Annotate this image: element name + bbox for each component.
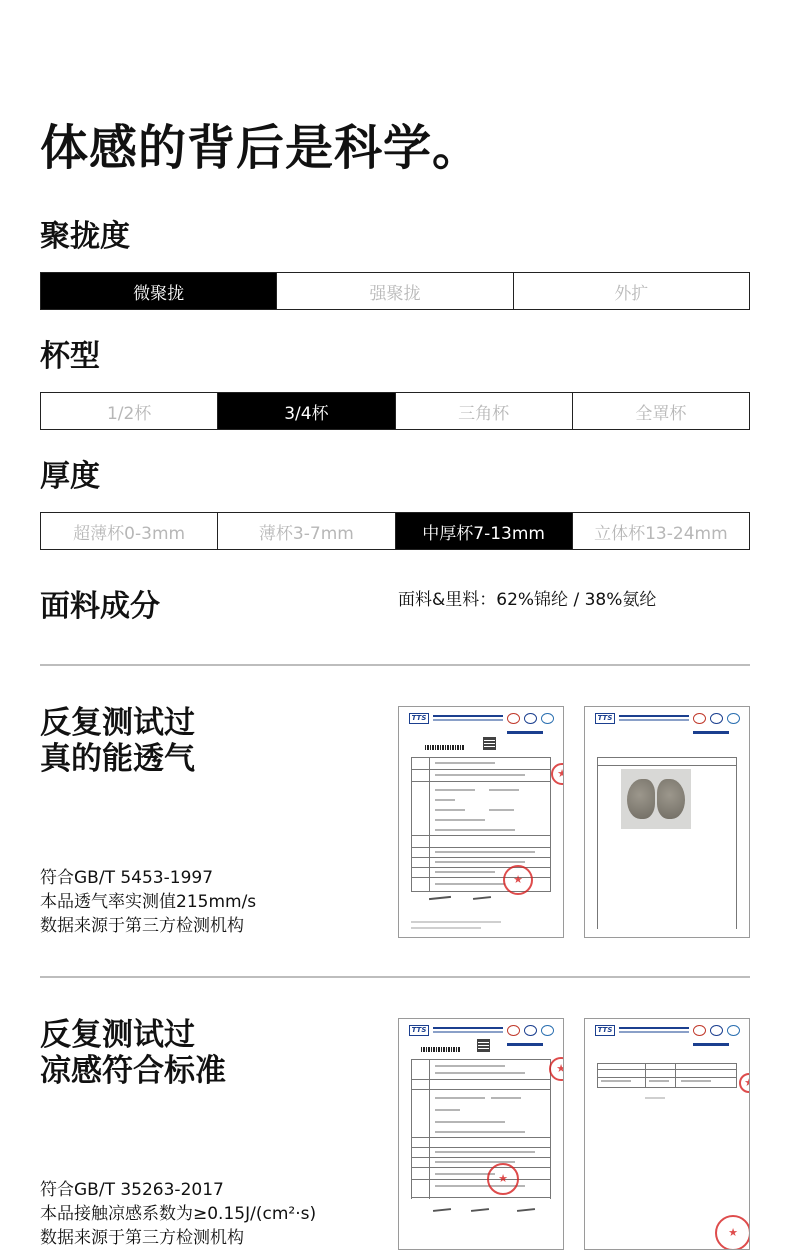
barcode-icon xyxy=(421,1047,461,1052)
breathability-title-line2: 真的能透气 xyxy=(40,741,195,777)
push-up-selector xyxy=(40,272,750,310)
qr-code-icon xyxy=(483,737,496,750)
fabric-label: 面料成分 xyxy=(40,589,160,624)
breathability-value: 本品透气率实测值215mm/s xyxy=(40,892,257,912)
qr-code-icon xyxy=(477,1039,490,1052)
signature-icon xyxy=(471,1208,489,1212)
cooling-title-line2: 凉感符合标准 xyxy=(40,1053,226,1089)
cooling-title-line1: 反复测试过 xyxy=(40,1017,195,1053)
page-title: 体感的背后是科学。 xyxy=(40,120,482,176)
breathability-report-page2[interactable] xyxy=(584,706,750,938)
cup-option-triangle[interactable]: 三角杯 xyxy=(395,393,572,429)
thickness-selector xyxy=(40,512,750,550)
official-stamp-icon xyxy=(487,1163,519,1195)
certification-badges-icon xyxy=(507,713,555,727)
certification-badges-icon xyxy=(693,713,741,727)
tts-logo: TTS xyxy=(595,1025,615,1036)
cup-shape-label: 杯型 xyxy=(40,339,100,374)
thickness-option-medium[interactable]: 中厚杯7-13mm xyxy=(395,513,572,549)
breathability-source: 数据来源于第三方检测机构 xyxy=(40,916,244,936)
cup-option-full[interactable]: 全罩杯 xyxy=(572,393,749,429)
thickness-label: 厚度 xyxy=(40,459,100,494)
certification-badges-icon xyxy=(507,1025,555,1039)
cup-option-three-quarter[interactable]: 3/4杯 xyxy=(217,393,394,429)
fabric-composition: 面料&里料：62%锦纶 / 38%氨纶 xyxy=(398,590,657,610)
official-stamp-icon xyxy=(503,865,533,895)
signature-icon xyxy=(517,1208,535,1212)
cooling-standard: 符合GB/T 35263-2017 xyxy=(40,1180,224,1200)
official-stamp-icon xyxy=(551,763,564,785)
thickness-option-3d[interactable]: 立体杯13-24mm xyxy=(572,513,749,549)
signature-icon xyxy=(433,1208,451,1212)
push-up-option-micro[interactable]: 微聚拢 xyxy=(41,273,276,309)
push-up-option-strong[interactable]: 强聚拢 xyxy=(276,273,512,309)
cooling-source: 数据来源于第三方检测机构 xyxy=(40,1228,244,1248)
official-stamp-icon xyxy=(549,1057,564,1081)
signature-icon xyxy=(473,896,491,900)
official-stamp-icon xyxy=(739,1073,750,1093)
breathability-report-page1[interactable] xyxy=(398,706,564,938)
thickness-option-ultrathin[interactable]: 超薄杯0-3mm xyxy=(73,523,186,544)
official-stamp-icon xyxy=(715,1215,750,1250)
cup-shape-selector xyxy=(40,392,750,430)
breathability-standard: 符合GB/T 5453-1997 xyxy=(40,868,214,888)
breathability-title-line1: 反复测试过 xyxy=(40,705,195,741)
cooling-value: 本品接触凉感系数为≥0.15J/(cm²·s) xyxy=(40,1204,317,1224)
cooling-report-page1[interactable] xyxy=(398,1018,564,1250)
cup-option-half[interactable]: 1/2杯 xyxy=(106,403,152,424)
tts-logo: TTS xyxy=(409,713,429,724)
push-up-option-outward[interactable]: 外扩 xyxy=(513,273,749,309)
certification-badges-icon xyxy=(693,1025,741,1039)
push-up-label: 聚拢度 xyxy=(40,219,130,254)
divider xyxy=(40,976,750,978)
signature-icon xyxy=(429,896,451,900)
cooling-report-page2[interactable] xyxy=(584,1018,750,1250)
thickness-option-thin[interactable]: 薄杯3-7mm xyxy=(217,513,394,549)
product-sample-photo xyxy=(621,769,691,829)
barcode-icon xyxy=(425,745,465,750)
divider xyxy=(40,664,750,666)
tts-logo: TTS xyxy=(595,713,615,724)
tts-logo: TTS xyxy=(409,1025,429,1036)
